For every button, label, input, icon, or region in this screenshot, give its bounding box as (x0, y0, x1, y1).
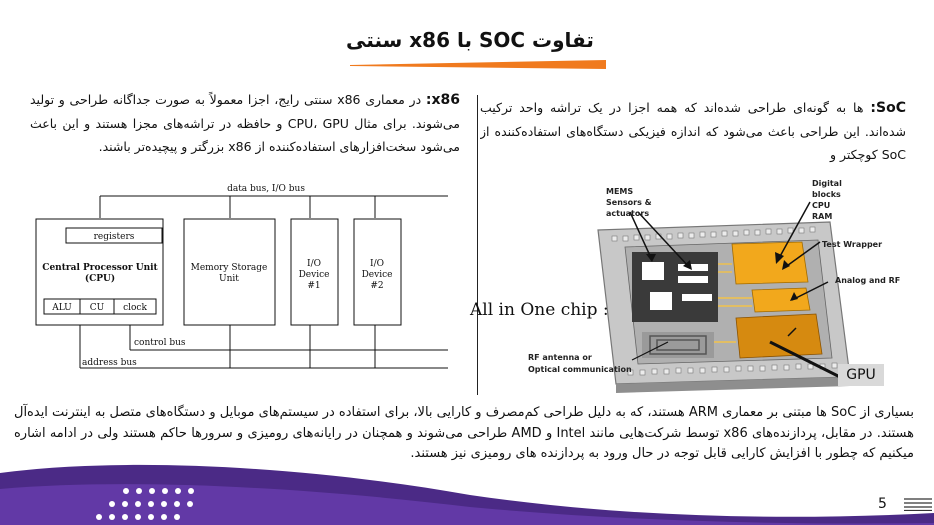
rf-antenna-label-2: Optical communication (528, 365, 632, 374)
gpu-label: GPU (838, 364, 884, 386)
x86-label: x86: (425, 92, 460, 108)
digital-block (732, 242, 808, 284)
soc-chip-diagram (520, 172, 905, 394)
test-wrapper-label: Test Wrapper (822, 240, 883, 249)
slide-title: تفاوت SOC با x86 سنتی (346, 28, 594, 52)
title-underline (350, 59, 606, 69)
digital-label-4: RAM (812, 212, 833, 221)
digital-label-3: CPU (812, 201, 831, 210)
cpu-architecture-diagram (30, 182, 448, 372)
control-bus-label: control bus (134, 338, 186, 348)
analog-rf-label: Analog and RF (835, 276, 901, 285)
all-in-one-label: All in One chip : (470, 300, 609, 320)
io1-label-1: I/O (307, 259, 321, 269)
footer-decoration (0, 455, 934, 525)
bottom-paragraph: بسیاری از SoC ها مبتنی بر معماری ARM هستند، که به دلیل طراحی کم‌مصرف و کارایی بالا، برای استفاده در سیستم‌های موبایل و دستگاه‌های متصل به اینترنت ایده‌آل هستند. در مقابل، پردازنده‌های x86 توسط شرکت‌هایی مانند Intel و AMD طراحی می‌شوند و همچنان در رایانه‌های رومیزی و سرورها حاکم هستند ولی در ادامه اشاره میکنیم که چطور با افزایش کارایی قابل توجه در حال ورود به پردازنده های رومیزی نیز هستند. (14, 405, 914, 461)
digital-label-2: blocks (812, 190, 841, 199)
mems-label-3: actuators (606, 209, 650, 218)
cpu-title-label: Central Processor Unit (42, 263, 158, 273)
io2-label-1: I/O (370, 259, 384, 269)
address-bus-label: address bus (82, 358, 137, 368)
mems-label-1: MEMS (606, 187, 634, 196)
column-divider (477, 95, 478, 395)
io2-label-3: #2 (370, 281, 384, 291)
menu-lines-icon (904, 497, 932, 511)
memory-label-2: Unit (219, 274, 239, 284)
digital-label-1: Digital (812, 179, 842, 188)
rf-antenna-label-1: RF antenna or (528, 353, 592, 362)
data-bus-label: data bus, I/O bus (227, 184, 305, 194)
test-wrapper-block (752, 288, 810, 312)
io1-label-2: Device (298, 270, 330, 280)
memory-label-1: Memory Storage (190, 263, 268, 273)
soc-text: ها به گونه‌ای طراحی شده‌اند که همه اجزا در یک تراشه واحد ترکیب شده‌اند. این طراحی باعث می‌شود که اندازه فیزیکی دستگاه‌های استفاده‌کننده از SoC کوچکتر و (480, 100, 906, 162)
alu-label: ALU (52, 303, 72, 313)
x86-text: در معماری x86 سنتی رایج، اجزا معمولاً به صورت جداگانه طراحی و تولید می‌شوند. برای مثال CPU، GPU و حافظه در تراشه‌های مجزا هستند و این باعث می‌شود سخت‌افزارهای استفاده‌کننده از x86 بزرگتر و پیچیده‌تر باشند. (30, 92, 460, 154)
registers-label: registers (93, 232, 135, 242)
analog-rf-block (736, 314, 822, 358)
mems-label-2: Sensors & (606, 198, 652, 207)
soc-paragraph (480, 96, 906, 168)
io2-label-2: Device (361, 270, 393, 280)
soc-label: SoC: (870, 100, 906, 116)
clock-label: clock (123, 303, 147, 313)
x86-paragraph (30, 88, 460, 180)
page-number: 5 (878, 496, 887, 512)
cu-label: CU (89, 303, 105, 313)
io1-label-3: #1 (307, 281, 321, 291)
cpu-sub-label: (CPU) (84, 274, 116, 284)
